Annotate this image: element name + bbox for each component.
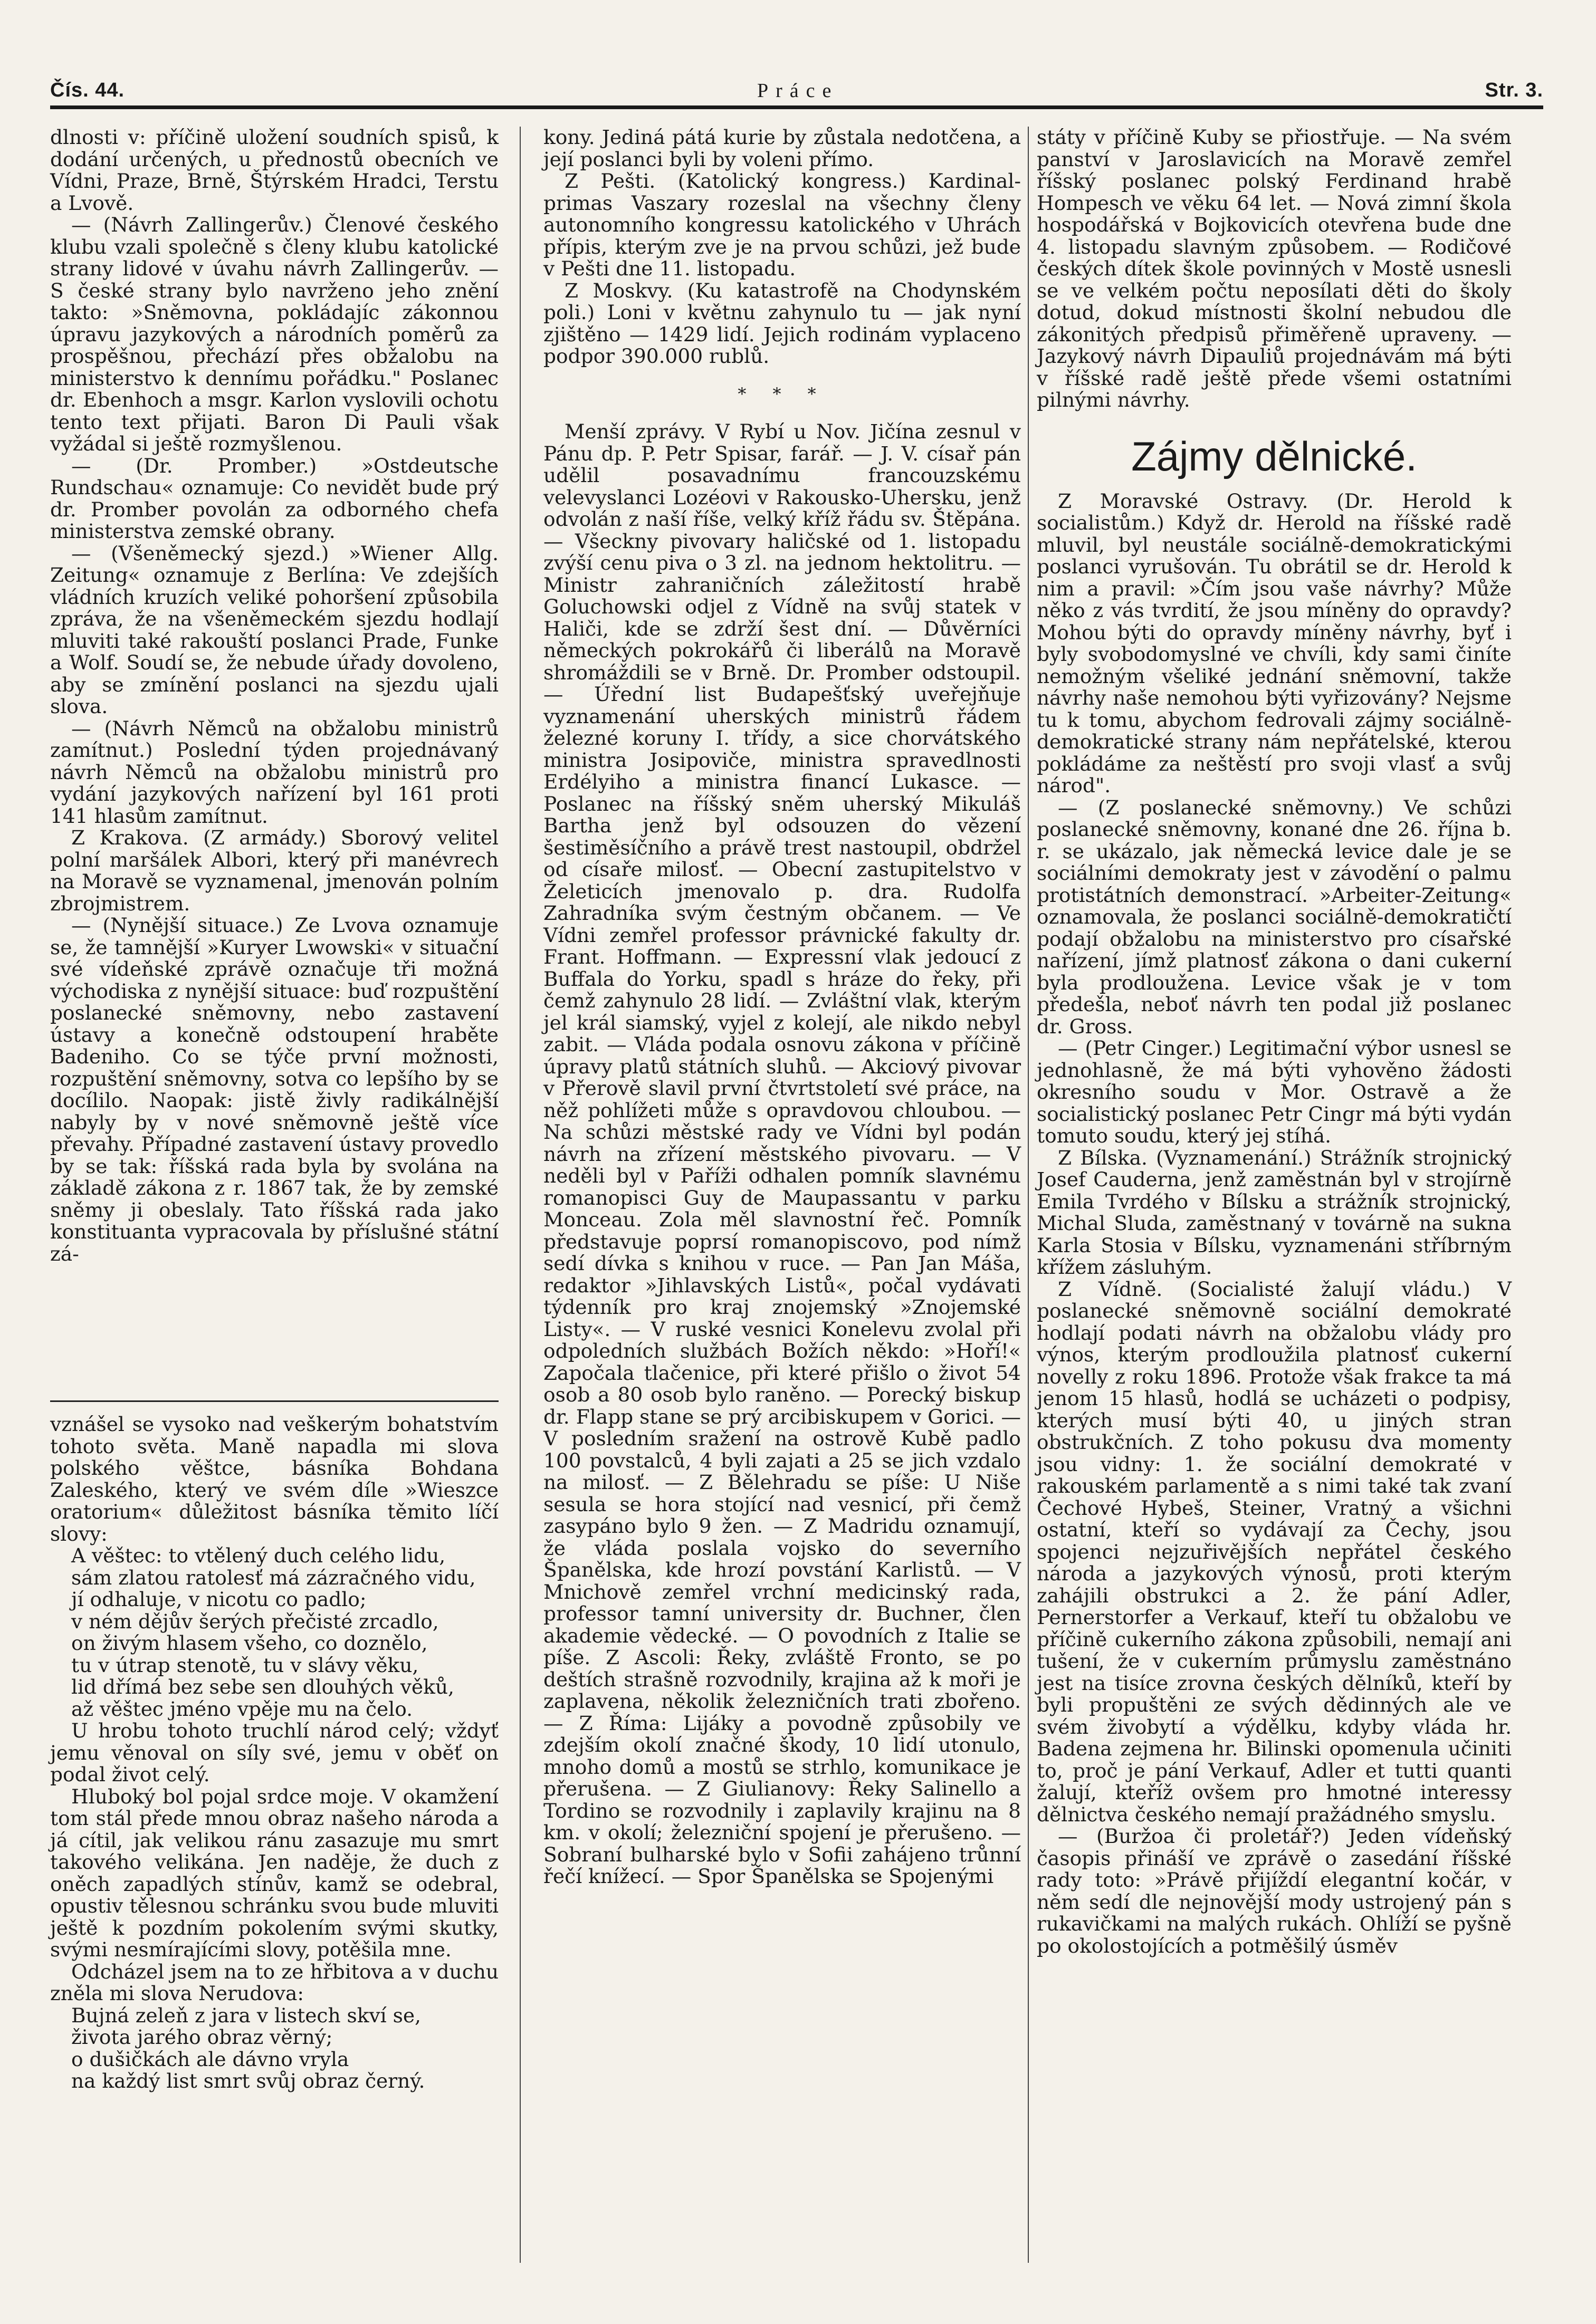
issue-number: Čís. 44.: [50, 79, 125, 101]
column-divider: [1028, 127, 1029, 2263]
paragraph: — (Petr Cinger.) Legitimační výbor usnesl se jednohlasně, že má býti vyhověno žádosti okresního soudu v Mor. Ostravě a že socialistický poslanec Petr Cingr má býti vydán tomuto soudu, který jej stíhá.: [1037, 1036, 1512, 1147]
poem-line: tu v útrap stenotě, tu v slávy věku,: [71, 1653, 419, 1677]
paragraph: Menší zprávy. V Rybí u Nov. Jičína zesnul v Pánu dp. P. Petr Spisar, farář. — J. V. císař pán udělil posavadnímu francouzskému velevyslanci Lozéovi v Rakousko-Uhersku, jenž odvolán z naší říše, velký kříž řádu sv. Štěpána. — Všeckny pivovary haličské od 1. listopadu zvýší cenu piva o 3 zl. na jednom hektolitru. — Ministr zahraničních záležitostí hrabě Goluchowski odjel z Vídně na svůj statek v Haliči, kde se zdrží šest dní. — Důvěrníci německých pokrokářů či liberálů na Moravě shromáždili se v Brně. Dr. Promber odstoupil. — Úřední list Budapešťský uveřejňuje vyznamenání uherských ministrů řádem železné koruny I. třídy, a sice chorvátského ministra Josipoviče, ministra spravedlnosti Erdélyiho a ministra financí Lukasce. — Poslanec na říšský sněm uherský Mikuláš Bartha jenž byl odsouzen do vězení šestiměsíčního a právě trest nastoupil, obdržel od císaře milosť. — Obecní zastupitelstvo v Želeticích jmenovalo p. dra. Rudolfa Zahradníka svým čestným občanem. — Ve Vídni zemřel professor právnické fakulty dr. Frant. Hoffmann. — Expressní vlak jedoucí z Buffala do Yorku, spadl s hráze do řeky, při čemž zahynulo 28 lidí. — Zvláštní vlak, kterým jel král siamský, vyjel z kolejí, ale nikdo nebyl zabit. — Vláda podala osnovu zákona v příčině úpravy platů státních sluhů. — Akciový pivovar v Přerově slavil první čtvrtstoletí své práce, na něž pohlížeti může s opravdovou chloubou. — Na schůzi městské rady ve Vídni byl podán návrh na zřízení městského pivovaru. — V neděli byl v Paříži odhalen pomník slavnému romanopisci Guy de Maupassantu v parku Monceau. Zola měl slavnostní řeč. Pomník představuje poprsí romanopiscovo, pod nímž sedí dívka s knihou v ruce. — Pan Jan Máša, redaktor »Jihlavských Listů«, počal vydávati týdenník pro kraj znojemský »Znojemské Listy«. — V ruské vesnici Konelevu zvolal při odpoledních službách Božích někdo: »Hoří!« Započala tlačenice, při které přišlo o život 54 osob a 80 osob bylo raněno. — Porecký biskup dr. Flapp stane se prý arcibiskupem v Gorici. — V posledním sražení na ostrově Kubě padlo 100 povstalců, 4 byli zajati a 25 se jich vzdalo na milosť. — Z Bělehradu se píše: U Niše sesula se hora stojící nad vesnicí, při čemž zasypáno bylo 9 žen. — Z Madridu oznamují, že vláda poslala vojsko do severního Španělska, kde hrozí povstání Karlistů. — V Mnichově zemřel vrchní medicinský rada, professor tamní university dr. Buchner, člen akademie vědecké. — O povodních z Italie se píše. Z Ascoli: Řeky, zvláště Fronto, se po deštích strašně rozvodnily, krajina až k moři je zaplavena, několik železničních trati zbořeno. — Z Říma: Lijáky a povodně způsobily ve zdejším okolí značné škody, 10 lidí utonulo, mnoho domů a mostů se strhlo, komunikace je přerušena. — Z Giulianovy: Řeky Salinello a Tordino se rozvodnily i zaplavily krajinu na 8 km. v okolí; železniční spojení je přerušeno. — Sobraní bulharské bylo v Sofii zahájeno trůnní řečí knížecí. — Spor Španělska se Spojenými: [543, 420, 1021, 1888]
paragraph: Z Moravské Ostravy. (Dr. Herold k socialistům.) Když dr. Herold na říšské radě mluvil, byl neustále sociálně-demokratickými poslanci vyrušován. Tu obrátil se dr. Herold k nim a pravil: »Čím jsou vaše návrhy? Může něko z vás tvrdití, že jsou míněny do opravdy? Mohou býti do opravdy míněny návrhy, byť i byly svobodomyslné ve chvíli, kdy sami činíte nemožným všeliké jednání sněmovní, takže návrhy naše nemohou býti vyřizovány? Nejsme tu k tomu, abychom fedrovali zájmy sociálně-demokratické strany nám nepřátelské, kterou pokládáme za neštěstí pro svoji vlasť a svůj národ".: [1037, 489, 1512, 797]
column-divider: [520, 127, 521, 2263]
paragraph: státy v příčině Kuby se přiostřuje. — Na svém panství v Jaroslavicích na Moravě zemřel říšský poslanec polský Ferdinand hrabě Hompesch ve věku 64 let. — Nová zimní škola hospodářská v Bojkovicích otevřena bude dne 4. listopadu slavným způsobem. — Rodičové českých dítek škole povinných v Mostě usnesli se ve velkém počtu neposílati děti do školy dotud, dokud místnosti školní nebudou dle zákonitých předpisů přiměřeně upraveny. — Jazykový návrh Dipauliů projednávám má býti v říšské radě ještě přede všemi ostatními pilnými návrhy.: [1037, 126, 1512, 411]
page-number: Str. 3.: [1485, 79, 1543, 101]
paragraph: — (Nynější situace.) Ze Lvova oznamuje se, že tamnější »Kuryer Lwowski« v situační své vídeňské zprávě označuje tři možná východiska z nynější situace: buď rozpuštění poslanecké sněmovny, nebo zastavení ústavy a konečně odstoupení hraběte Badeniho. Co se týče první možnosti, rozpuštění sněmovny, sotva co lepšího by se docílilo. Naopak: jistě živly radikálnější nabyly by v nové sněmovně ještě více převahy. Případné zastavení ústavy provedlo by se tak: říšská rada byla by svolána na základě zákona z r. 1867 tak, že by zemské sněmy ji obeslaly. Tato říšská rada jako konstituanta vypracovala by příslušné státní zá-: [50, 914, 499, 1265]
paragraph: dlnosti v: příčině uložení soudních spisů, k dodání určených, u přednostů obecních ve Vídni, Praze, Brně, Štýrském Hradci, Terstu a Lvově.: [50, 126, 499, 215]
paragraph: — (Návrh Němců na obžalobu ministrů zamítnut.) Poslední týden projednávaný návrh Němců na obžalobu ministrů pro vydání jazykových nařízení byl 161 proti 141 hlasům zamítnut.: [50, 716, 499, 828]
paragraph: Z Krakova. (Z armády.) Sborový velitel polní maršálek Albori, který při manévrech na Moravě se vyznamenal, jmenován polním zbrojmistrem.: [50, 826, 499, 915]
paragraph: Odcházel jsem na to ze hřbitova a v duchu zněla mi slova Nerudova:: [50, 1960, 499, 2005]
paragraph: vznášel se vysoko nad veškerým bohatstvím tohoto světa. Maně napadla mi slova polského věštce, básníka Bohdana Zaleského, který ve svém díle »Wieszce oratorium« důležitost básníka těmito líčí slovy:: [50, 1413, 499, 1545]
column-1: [50, 127, 499, 1265]
poem-line: A věštec: to vtělený duch celého lidu,: [71, 1544, 446, 1567]
poem-quote: [50, 2005, 499, 2092]
poem-line: až věštec jméno vpěje mu na čelo.: [71, 1697, 413, 1721]
paragraph: — (Z poslanecké sněmovny.) Ve schůzi poslanecké sněmovny, konané dne 26. října b. r. se ukázalo, jak německá levice dale je se sociálními demokraty jest v závodění o palmu protistátních demonstrací. »Arbeiter-Zeitung« oznamovala, že poslanci sociálně-demokratičtí podají obžalobu na ministerstvo pro císařské nařízení, jímž platnosť zákona o dani cukerní byla prodloužena. Levice však je v tom předešla, neboť návrh ten podal již poslanec dr. Gross.: [1037, 795, 1512, 1038]
paragraph: Z Vídně. (Socialisté žalují vládu.) V poslanecké sněmovně sociální demokraté hodlají podati návrh na obžalobu vlády pro výnos, kterým prodloužila platnosť cukerní novelly z roku 1896. Protože však frakce ta má jenom 15 hlasů, hodlá se ucházeti o podpisy, kterých musí býti 40, u jiných stran obstrukčních. Z toho pokusu dva momenty jsou vidny: 1. že sociální demokraté v rakouském parlamentě a s nimi také tak zvaní Čechové Hybeš, Steiner, Vratný a všichni ostatní, kteří so vydávají za Čechy, jsou spojenci nejzuřivějších nepřátel českého národa a jazykových výnosů, proti kterým zahájili obstrukci a 2. že pání Adler, Pernerstorfer a Verkauf, kteří tu obžalobu ve příčině cukerního zákona způsobili, nemají ani tušení, že v cukerním průmyslu zaměstnáno jest na tisíce zrovna českých dělníků, kteří by byli propuštěni ze svých dědinných ale ve svém živobytí a výdělku, kdyby vláda hr. Badena zejmena hr. Bilinski opomenula učiniti to, proč je pání Verkauf, Adler et tutti quanti žalují, kteříž ovšem pro hmotné interessy dělnictva českého nemají pražádného smyslu.: [1037, 1277, 1512, 1826]
poem-line: jí odhaluje, v nicotu co padlo;: [71, 1588, 367, 1611]
paragraph: Z Moskvy. (Ku katastrofě na Chodynském poli.) Loni v květnu zahynulo tu — jak nyní zjištěno — 1429 lidí. Jejich rodinám vyplaceno podpor 390.000 rublů.: [543, 279, 1021, 368]
paragraph: U hrobu tohoto truchlí národ celý; vždyť jemu věnoval on síly své, jemu v oběť on podal život celý.: [50, 1719, 499, 1786]
paragraph: — (Všeněmecký sjezd.) »Wiener Allg. Zeitung« oznamuje z Berlína: Ve zdejších vládních kruzích veliké pohoršení způsobila zpráva, že na všeněmeckém sjezdu hodlají mluviti také rakouští poslanci Prade, Funke a Wolf. Soudí se, že nebude úřady dovoleno, aby se zmínění poslanci na sjezdu ujali slova.: [50, 541, 499, 718]
section-title: Zájmy dělnické.: [1131, 433, 1417, 479]
poem-line: sám zlatou ratolesť má zázračného vidu,: [71, 1566, 476, 1589]
poem-line: o dušičkách ale dávno vryla: [71, 2047, 349, 2071]
masthead-title: Práce: [757, 80, 839, 102]
poem-line: v ném dějův šerých přečisté zrcadlo,: [71, 1609, 439, 1633]
column-3: [1037, 127, 1512, 1957]
header-rule: [50, 105, 1543, 109]
paragraph: — (Návrh Zallingerův.) Členové českého klubu vzali společně s členy klubu katolické strany lidové v úvahu návrh Zallingerův. — S české strany bylo navrženo jeho znění takto: »Sněmovna, pokládajíc zákonnou úpravu jazykových a národních poměrů za prospěšnou, přechází přes obžalobu na ministerstvo k dennímu pořádku." Poslanec dr. Ebenhoch a msgr. Karlon vyslovili ochotu tento text přijati. Baron Di Pauli však vyžádal si ještě rozmyšlenou.: [50, 213, 499, 455]
poem-line: on živým hlasem všeho, co doznělo,: [71, 1631, 428, 1655]
paragraph: Hluboký bol pojal srdce moje. V okamžení tom stál přede mnou obraz našeho národa a já cítil, jak velikou ránu zasazuje mu smrt takového velikána. Jen naděje, že duch z oněch zapadlých stínův, kamž se odebral, opustiv tělesnou schránku svou bude mluviti ještě k pozdním pokolením svými skutky, svými nesmírajícími slovy, potěšila mne.: [50, 1784, 499, 1961]
paragraph: Z Bílska. (Vyznamenání.) Strážník strojnický Josef Cauderna, jenž zaměstnán byl v strojírně Emila Tvrdého v Bílsku a strážník strojnický, Michal Sluda, zaměstnaný v továrně na sukna Karla Stosia v Bílsku, vyznamenáni stříbrným křížem zásluhým.: [1037, 1146, 1512, 1279]
paragraph: — (Buržoa či proletář?) Jeden vídeňský časopis přináší ve zprávě o zasedání říšské rady toto: »Právě přijíždí elegantní kočár, v něm sedí dle nejnovější mody ustrojený pán s rukavičkami na malých rukách. Ohlíží se pyšně po okolostojících a potměšilý úsměv: [1037, 1824, 1512, 1957]
section-separator: * * *: [738, 383, 827, 404]
column-1-feuilleton: [50, 1414, 499, 2092]
paragraph: — (Dr. Promber.) »Ostdeutsche Rundschau« oznamuje: Co nevidět bude prý dr. Promber povolán za odborného chefa ministerstva zemské obrany.: [50, 454, 499, 543]
section-rule: [50, 1400, 499, 1402]
poem-line: Bujná zeleň z jara v listech skví se,: [71, 2003, 421, 2027]
paragraph: kony. Jediná pátá kurie by zůstala nedotčena, a její poslanci byli by voleni přímo.: [543, 126, 1021, 171]
column-2: [543, 127, 1021, 1888]
poem-line: života jarého obraz věrný;: [71, 2025, 333, 2049]
poem-line: lid dřímá bez sebe sen dlouhých věků,: [71, 1675, 454, 1698]
poem-line: na každý list smrt svůj obraz černý.: [71, 2069, 425, 2092]
poem-quote: [50, 1545, 499, 1720]
paragraph: Z Pešti. (Katolický kongress.) Kardinal-primas Vaszary rozeslal na všechny členy autonomního kongressu katolického v Uhrách přípis, kterým zve je na prvou schůzi, jež bude v Pešti dne 11. listopadu.: [543, 169, 1021, 280]
